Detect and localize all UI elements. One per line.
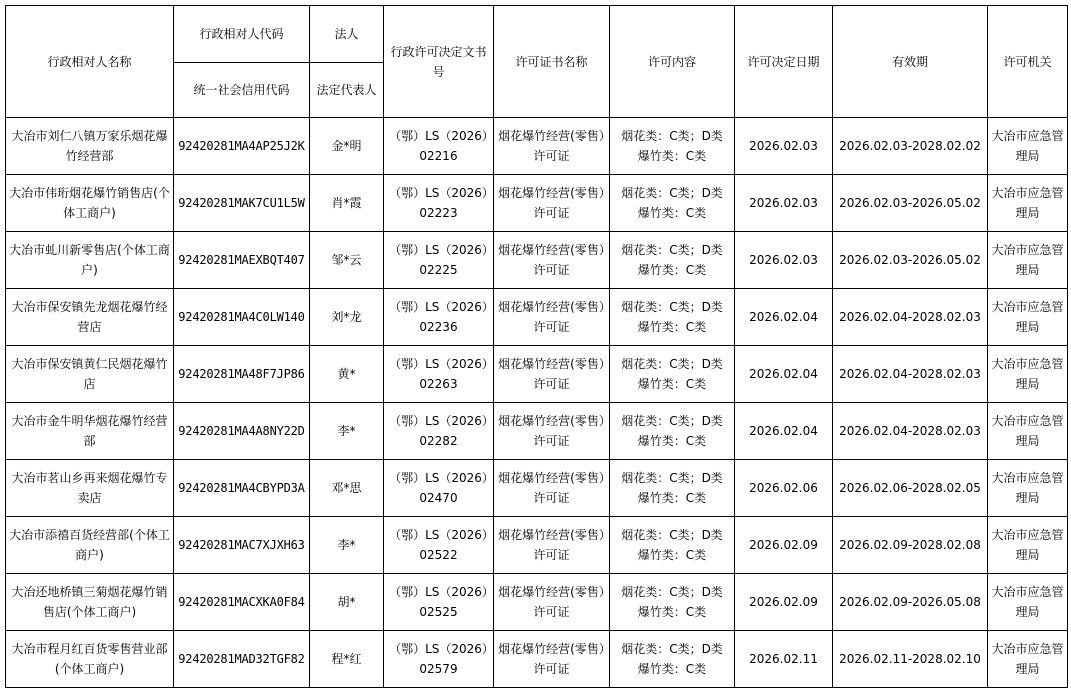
- table-row: [6, 574, 1068, 631]
- company-name-cell: 大冶市保安镇黄仁民烟花爆竹店: [6, 346, 174, 403]
- table-row: [6, 118, 1068, 175]
- header-content: 许可内容: [610, 6, 735, 118]
- legal-rep-cell: 刘*龙: [310, 289, 384, 346]
- table-row: [6, 232, 1068, 289]
- authority-cell: 大冶市应急管理局: [988, 289, 1068, 346]
- fireworks-class-text: 烟花类：C类；D类: [621, 243, 723, 257]
- credit-code-cell: 92420281MA4AP25J2K: [174, 118, 310, 175]
- table-row: [6, 175, 1068, 232]
- decision-no-cell: （鄂）LS（2026）02522: [384, 517, 494, 574]
- authority-cell: 大冶市应急管理局: [988, 631, 1068, 688]
- permit-content-cell: [610, 232, 735, 289]
- fireworks-class-text: 烟花类：C类；D类: [621, 300, 723, 314]
- legal-rep-cell: 程*红: [310, 631, 384, 688]
- company-name-cell: 大冶市虬川新零售店(个体工商户): [6, 232, 174, 289]
- credit-code-cell: 92420281MA4A8NY22D: [174, 403, 310, 460]
- company-name-cell: 大冶市茗山乡再来烟花爆竹专卖店: [6, 460, 174, 517]
- firecracker-class-text: 爆竹类：C类: [637, 149, 707, 163]
- fireworks-class-text: 烟花类：C类；D类: [621, 642, 723, 656]
- company-name-cell: 大冶还地桥镇三菊烟花爆竹销售店(个体工商户): [6, 574, 174, 631]
- permit-content-cell: [610, 460, 735, 517]
- firecracker-class-text: 爆竹类：C类: [637, 206, 707, 220]
- validity-cell: 2026.02.06-2028.02.05: [833, 460, 988, 517]
- validity-cell: 2026.02.04-2028.02.03: [833, 289, 988, 346]
- authority-cell: 大冶市应急管理局: [988, 175, 1068, 232]
- decision-date-cell: 2026.02.09: [735, 517, 833, 574]
- header-authority: 许可机关: [988, 6, 1068, 118]
- legal-rep-cell: 胡*: [310, 574, 384, 631]
- table-row: [6, 631, 1068, 688]
- license-name-cell: 烟花爆竹经营(零售）许可证: [494, 403, 610, 460]
- validity-cell: 2026.02.03-2026.05.02: [833, 232, 988, 289]
- legal-rep-cell: 邹*云: [310, 232, 384, 289]
- firecracker-class-text: 爆竹类：C类: [637, 263, 707, 277]
- authority-cell: 大冶市应急管理局: [988, 460, 1068, 517]
- legal-rep-cell: 金*明: [310, 118, 384, 175]
- license-name-cell: 烟花爆竹经营(零售）许可证: [494, 460, 610, 517]
- firecracker-class-text: 爆竹类：C类: [637, 320, 707, 334]
- firecracker-class-text: 爆竹类：C类: [637, 662, 707, 676]
- fireworks-class-text: 烟花类：C类；D类: [621, 585, 723, 599]
- decision-date-cell: 2026.02.06: [735, 460, 833, 517]
- firecracker-class-text: 爆竹类：C类: [637, 548, 707, 562]
- company-name-cell: 大冶市添禧百货经营部(个体工商户): [6, 517, 174, 574]
- credit-code-cell: 92420281MAEXBQT407: [174, 232, 310, 289]
- header-decision-date: 许可决定日期: [735, 6, 833, 118]
- fireworks-class-text: 烟花类：C类；D类: [621, 414, 723, 428]
- firecracker-class-text: 爆竹类：C类: [637, 377, 707, 391]
- header-validity: 有效期: [833, 6, 988, 118]
- permit-content-cell: [610, 631, 735, 688]
- license-name-cell: 烟花爆竹经营(零售）许可证: [494, 517, 610, 574]
- license-name-cell: 烟花爆竹经营(零售）许可证: [494, 631, 610, 688]
- header-row: [6, 6, 1068, 63]
- header-legal-rep: 法定代表人: [310, 63, 384, 118]
- decision-no-cell: （鄂）LS（2026）02225: [384, 232, 494, 289]
- legal-rep-cell: 李*: [310, 403, 384, 460]
- license-name-cell: 烟花爆竹经营(零售）许可证: [494, 574, 610, 631]
- firecracker-class-text: 爆竹类：C类: [637, 434, 707, 448]
- table-body: [6, 6, 1068, 688]
- credit-code-cell: 92420281MACXKA0F84: [174, 574, 310, 631]
- credit-code-cell: 92420281MA4CBYPD3A: [174, 460, 310, 517]
- header-legal: 法人: [310, 6, 384, 63]
- decision-date-cell: 2026.02.11: [735, 631, 833, 688]
- table-row: [6, 403, 1068, 460]
- license-name-cell: 烟花爆竹经营(零售）许可证: [494, 175, 610, 232]
- fireworks-class-text: 烟花类：C类；D类: [621, 129, 723, 143]
- decision-no-cell: （鄂）LS（2026）02470: [384, 460, 494, 517]
- decision-date-cell: 2026.02.03: [735, 175, 833, 232]
- firecracker-class-text: 爆竹类：C类: [637, 491, 707, 505]
- authority-cell: 大冶市应急管理局: [988, 517, 1068, 574]
- license-name-cell: 烟花爆竹经营(零售）许可证: [494, 346, 610, 403]
- permit-content-cell: [610, 574, 735, 631]
- fireworks-class-text: 烟花类：C类；D类: [621, 471, 723, 485]
- company-name-cell: 大冶市金牛明华烟花爆竹经营部: [6, 403, 174, 460]
- decision-no-cell: （鄂）LS（2026）02263: [384, 346, 494, 403]
- decision-date-cell: 2026.02.04: [735, 289, 833, 346]
- header-name: 行政相对人名称: [6, 6, 174, 118]
- legal-rep-cell: 黄*: [310, 346, 384, 403]
- company-name-cell: 大冶市保安镇先龙烟花爆竹经营店: [6, 289, 174, 346]
- license-name-cell: 烟花爆竹经营(零售）许可证: [494, 232, 610, 289]
- decision-no-cell: （鄂）LS（2026）02579: [384, 631, 494, 688]
- legal-rep-cell: 肖*霞: [310, 175, 384, 232]
- authority-cell: 大冶市应急管理局: [988, 346, 1068, 403]
- header-license-name: 许可证书名称: [494, 6, 610, 118]
- permit-content-cell: [610, 346, 735, 403]
- credit-code-cell: 92420281MAK7CU1L5W: [174, 175, 310, 232]
- decision-no-cell: （鄂）LS（2026）02525: [384, 574, 494, 631]
- company-name-cell: 大冶市伟珩烟花爆竹销售店(个体工商户): [6, 175, 174, 232]
- legal-rep-cell: 邓*思: [310, 460, 384, 517]
- validity-cell: 2026.02.03-2028.02.02: [833, 118, 988, 175]
- authority-cell: 大冶市应急管理局: [988, 232, 1068, 289]
- company-name-cell: 大冶市刘仁八镇万家乐烟花爆竹经营部: [6, 118, 174, 175]
- permit-content-cell: [610, 403, 735, 460]
- fireworks-class-text: 烟花类：C类；D类: [621, 186, 723, 200]
- permit-table: [5, 5, 1068, 688]
- decision-date-cell: 2026.02.04: [735, 346, 833, 403]
- firecracker-class-text: 爆竹类：C类: [637, 605, 707, 619]
- validity-cell: 2026.02.09-2026.05.08: [833, 574, 988, 631]
- decision-no-cell: （鄂）LS（2026）02216: [384, 118, 494, 175]
- decision-date-cell: 2026.02.03: [735, 118, 833, 175]
- permit-content-cell: [610, 118, 735, 175]
- table-row: [6, 517, 1068, 574]
- authority-cell: 大冶市应急管理局: [988, 118, 1068, 175]
- company-name-cell: 大冶市程月红百货零售营业部(个体工商户): [6, 631, 174, 688]
- validity-cell: 2026.02.04-2028.02.03: [833, 403, 988, 460]
- header-admin-code: 行政相对人代码: [174, 6, 310, 63]
- permit-content-cell: [610, 175, 735, 232]
- authority-cell: 大冶市应急管理局: [988, 403, 1068, 460]
- license-name-cell: 烟花爆竹经营(零售）许可证: [494, 118, 610, 175]
- table-row: [6, 346, 1068, 403]
- decision-no-cell: （鄂）LS（2026）02282: [384, 403, 494, 460]
- decision-date-cell: 2026.02.04: [735, 403, 833, 460]
- credit-code-cell: 92420281MAC7XJXH63: [174, 517, 310, 574]
- credit-code-cell: 92420281MAD32TGF82: [174, 631, 310, 688]
- validity-cell: 2026.02.09-2028.02.08: [833, 517, 988, 574]
- validity-cell: 2026.02.04-2028.02.03: [833, 346, 988, 403]
- permit-content-cell: [610, 517, 735, 574]
- header-decision-no: 行政许可决定文书号: [384, 6, 494, 118]
- decision-no-cell: （鄂）LS（2026）02223: [384, 175, 494, 232]
- validity-cell: 2026.02.03-2026.05.02: [833, 175, 988, 232]
- decision-date-cell: 2026.02.03: [735, 232, 833, 289]
- table-row: [6, 289, 1068, 346]
- legal-rep-cell: 李*: [310, 517, 384, 574]
- authority-cell: 大冶市应急管理局: [988, 574, 1068, 631]
- validity-cell: 2026.02.11-2028.02.10: [833, 631, 988, 688]
- header-credit-code: 统一社会信用代码: [174, 63, 310, 118]
- table-row: [6, 460, 1068, 517]
- credit-code-cell: 92420281MA4C0LW140: [174, 289, 310, 346]
- license-name-cell: 烟花爆竹经营(零售）许可证: [494, 289, 610, 346]
- decision-date-cell: 2026.02.09: [735, 574, 833, 631]
- permit-content-cell: [610, 289, 735, 346]
- fireworks-class-text: 烟花类：C类；D类: [621, 357, 723, 371]
- fireworks-class-text: 烟花类：C类；D类: [621, 528, 723, 542]
- decision-no-cell: （鄂）LS（2026）02236: [384, 289, 494, 346]
- credit-code-cell: 92420281MA48F7JP86: [174, 346, 310, 403]
